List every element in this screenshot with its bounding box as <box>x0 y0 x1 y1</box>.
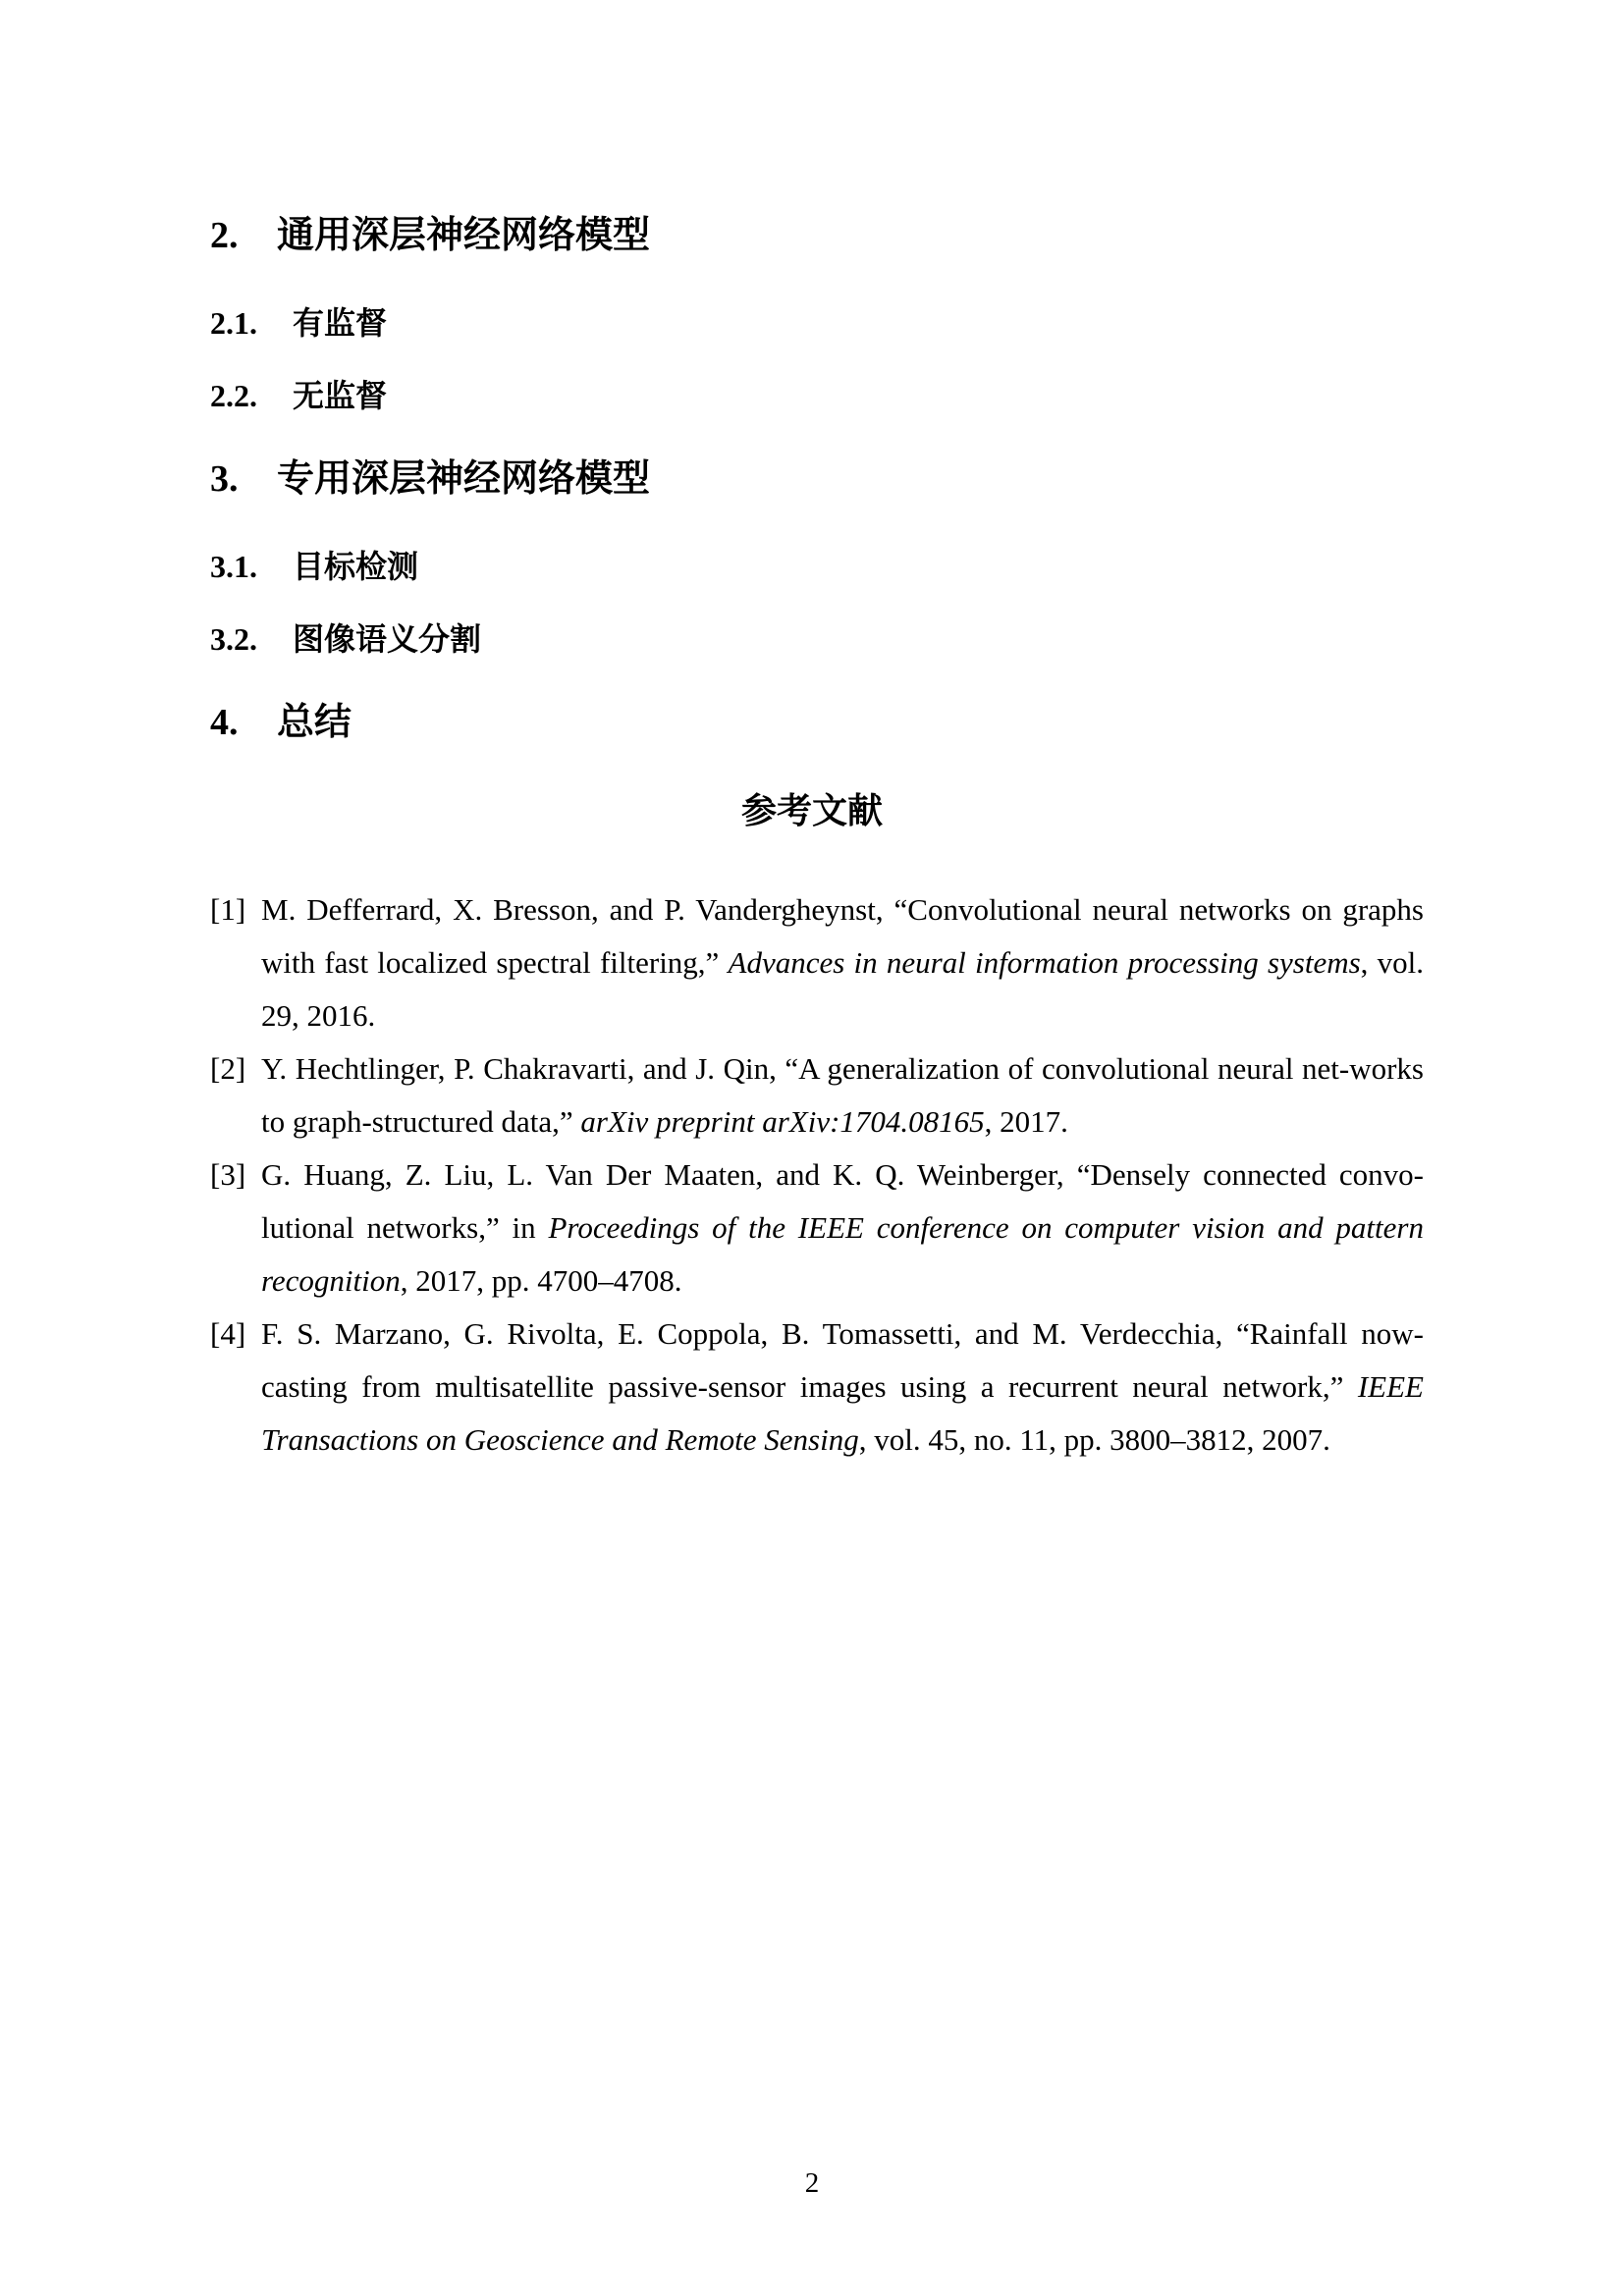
reference-details: , 2017, pp. 4700–4708. <box>400 1263 682 1298</box>
reference-label: [2] <box>210 1051 246 1086</box>
section-number: 2.1. <box>210 305 257 341</box>
section-title: 图像语义分割 <box>293 620 482 658</box>
reference-item <box>210 1148 1424 1308</box>
section-heading-4 <box>210 691 352 745</box>
section-number: 3.2. <box>210 621 257 657</box>
reference-venue: Advances in neural information processing systems <box>728 945 1361 980</box>
reference-label: [3] <box>210 1157 246 1192</box>
section-number: 2.2. <box>210 378 257 413</box>
reference-venue: IEEE Transactions on Geoscience and Remote Sensing <box>261 1369 1424 1457</box>
reference-list <box>210 883 1424 1467</box>
section-title: 通用深层神经网络模型 <box>277 213 651 256</box>
section-number: 4. <box>210 702 239 743</box>
section-number: 2. <box>210 215 239 256</box>
references-title: 参考文献 <box>740 791 883 831</box>
section-title: 总结 <box>277 700 352 743</box>
reference-venue: Proceedings of the IEEE conference on computer vision and pattern recognition <box>261 1210 1424 1298</box>
reference-item <box>210 1308 1424 1467</box>
reference-text: G. Huang, Z. Liu, L. Van Der Maaten, and K. Q. Weinberger, “Densely connected convo-lutional networks,” in <box>261 1157 1424 1245</box>
reference-label: [1] <box>210 892 246 927</box>
reference-item <box>210 1042 1424 1148</box>
section-heading-2 <box>210 204 650 258</box>
reference-text: F. S. Marzano, G. Rivolta, E. Coppola, B. Tomassetti, and M. Verdecchia, “Rainfall now-casting from multisatellite passive-sensor images using a recurrent neural network,” <box>261 1316 1424 1404</box>
section-title: 目标检测 <box>293 548 419 585</box>
reference-details: , vol. 45, no. 11, pp. 3800–3812, 2007. <box>858 1422 1330 1457</box>
reference-item <box>210 883 1424 1042</box>
reference-text: Y. Hechtlinger, P. Chakravarti, and J. Qin, “A generalization of convolutional neural net-works to graph-structured data,” <box>261 1051 1424 1139</box>
reference-label: [4] <box>210 1316 246 1351</box>
subsection-heading-2-1 <box>210 298 387 344</box>
page-number: 2 <box>804 2167 820 2199</box>
section-title: 有监督 <box>293 304 388 342</box>
section-title: 专用深层神经网络模型 <box>277 456 651 500</box>
subsection-heading-2-2 <box>210 371 387 416</box>
reference-text: M. Defferrard, X. Bresson, and P. Vandergheynst, “Convolutional neural networks on graphs with fast localized spectral filtering,” <box>261 892 1424 980</box>
section-number: 3.1. <box>210 549 257 584</box>
section-heading-3 <box>210 448 650 502</box>
section-number: 3. <box>210 458 239 500</box>
reference-details: , vol. 29, 2016. <box>261 945 1424 1033</box>
subsection-heading-3-2 <box>210 614 481 660</box>
reference-details: , 2017. <box>984 1104 1068 1139</box>
reference-venue: arXiv preprint arXiv:1704.08165 <box>580 1104 985 1139</box>
subsection-heading-3-1 <box>210 542 418 587</box>
section-title: 无监督 <box>293 377 388 414</box>
